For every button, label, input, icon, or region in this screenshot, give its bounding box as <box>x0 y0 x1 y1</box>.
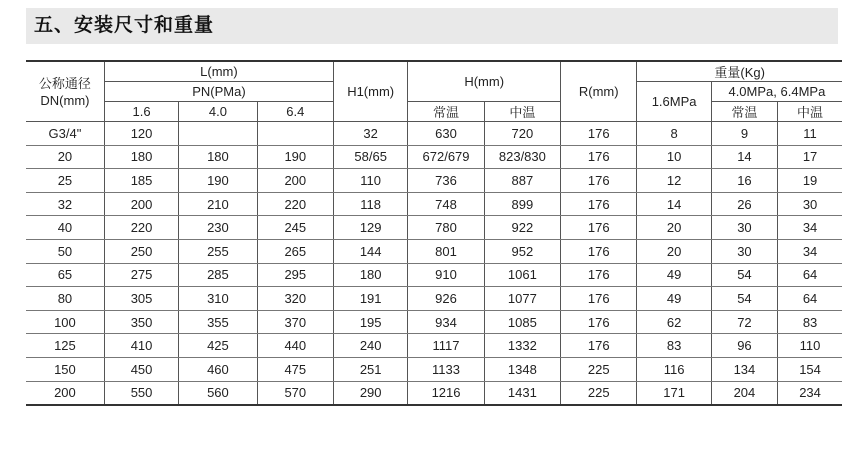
cell-r: 176 <box>561 334 637 358</box>
header-h-medium: 中温 <box>484 102 560 122</box>
cell-dn: 40 <box>26 216 104 240</box>
cell-l-16: 200 <box>104 192 178 216</box>
cell-dn: 20 <box>26 145 104 169</box>
cell-h1: 240 <box>333 334 407 358</box>
cell-h-medium: 1061 <box>484 263 560 287</box>
cell-w-normal: 26 <box>711 192 777 216</box>
cell-l-64: 295 <box>257 263 333 287</box>
cell-h-normal: 1133 <box>408 357 484 381</box>
cell-h-normal: 748 <box>408 192 484 216</box>
cell-dn: 80 <box>26 287 104 311</box>
cell-r: 176 <box>561 145 637 169</box>
header-weight-high-group: 4.0MPa, 6.4MPa <box>711 82 842 102</box>
header-pn-16: 1.6 <box>104 102 178 122</box>
header-w-normal: 常温 <box>711 102 777 122</box>
cell-w-normal: 134 <box>711 357 777 381</box>
cell-l-64: 200 <box>257 169 333 193</box>
cell-w-16: 12 <box>637 169 711 193</box>
cell-l-40: 180 <box>179 145 257 169</box>
header-pn-64: 6.4 <box>257 102 333 122</box>
cell-l-40: 355 <box>179 310 257 334</box>
cell-h1: 251 <box>333 357 407 381</box>
cell-w-16: 10 <box>637 145 711 169</box>
cell-w-16: 49 <box>637 287 711 311</box>
cell-l-64: 570 <box>257 381 333 405</box>
cell-h-medium: 1348 <box>484 357 560 381</box>
cell-l-16: 410 <box>104 334 178 358</box>
header-weight-group: 重量(Kg) <box>637 61 842 82</box>
cell-l-40: 425 <box>179 334 257 358</box>
table-row <box>26 169 842 193</box>
cell-r: 176 <box>561 263 637 287</box>
cell-r: 176 <box>561 122 637 146</box>
cell-w-16: 49 <box>637 263 711 287</box>
cell-l-64: 440 <box>257 334 333 358</box>
cell-h-normal: 1216 <box>408 381 484 405</box>
cell-l-40: 310 <box>179 287 257 311</box>
cell-w-medium: 34 <box>778 239 842 263</box>
header-dn-line2: DN(mm) <box>40 92 90 108</box>
cell-l-64 <box>257 122 333 146</box>
cell-l-16: 350 <box>104 310 178 334</box>
cell-w-16: 62 <box>637 310 711 334</box>
cell-h-normal: 736 <box>408 169 484 193</box>
cell-l-40: 460 <box>179 357 257 381</box>
cell-w-16: 116 <box>637 357 711 381</box>
table-body <box>26 122 842 406</box>
page-title: 五、安装尺寸和重量 <box>34 14 215 36</box>
cell-h-medium: 1085 <box>484 310 560 334</box>
cell-w-medium: 234 <box>778 381 842 405</box>
header-pn-40: 4.0 <box>179 102 257 122</box>
table-row <box>26 310 842 334</box>
cell-l-40: 255 <box>179 239 257 263</box>
cell-w-16: 83 <box>637 334 711 358</box>
cell-h-medium: 922 <box>484 216 560 240</box>
cell-w-normal: 54 <box>711 287 777 311</box>
cell-r: 176 <box>561 310 637 334</box>
cell-w-normal: 30 <box>711 216 777 240</box>
cell-l-40: 285 <box>179 263 257 287</box>
dimensions-weight-table <box>26 60 842 406</box>
cell-h1: 191 <box>333 287 407 311</box>
table-row <box>26 287 842 311</box>
header-pn-group: PN(PMa) <box>104 82 333 102</box>
header-h-normal: 常温 <box>408 102 484 122</box>
cell-dn: 65 <box>26 263 104 287</box>
cell-w-medium: 11 <box>778 122 842 146</box>
cell-l-16: 250 <box>104 239 178 263</box>
cell-h-medium: 952 <box>484 239 560 263</box>
cell-dn: 25 <box>26 169 104 193</box>
cell-h-normal: 1117 <box>408 334 484 358</box>
table-row <box>26 263 842 287</box>
cell-l-64: 320 <box>257 287 333 311</box>
cell-h-medium: 899 <box>484 192 560 216</box>
cell-h-normal: 630 <box>408 122 484 146</box>
cell-w-16: 20 <box>637 239 711 263</box>
cell-l-64: 245 <box>257 216 333 240</box>
cell-h1: 118 <box>333 192 407 216</box>
table-row <box>26 192 842 216</box>
cell-h-medium: 720 <box>484 122 560 146</box>
cell-l-64: 265 <box>257 239 333 263</box>
cell-l-40 <box>179 122 257 146</box>
cell-w-normal: 16 <box>711 169 777 193</box>
header-r: R(mm) <box>561 61 637 122</box>
cell-w-16: 8 <box>637 122 711 146</box>
cell-w-medium: 17 <box>778 145 842 169</box>
cell-dn: 125 <box>26 334 104 358</box>
cell-h-medium: 887 <box>484 169 560 193</box>
header-w-medium: 中温 <box>778 102 842 122</box>
cell-l-16: 180 <box>104 145 178 169</box>
cell-dn: 32 <box>26 192 104 216</box>
cell-h1: 180 <box>333 263 407 287</box>
cell-dn: 50 <box>26 239 104 263</box>
cell-l-64: 190 <box>257 145 333 169</box>
cell-w-medium: 110 <box>778 334 842 358</box>
cell-w-normal: 72 <box>711 310 777 334</box>
cell-w-16: 20 <box>637 216 711 240</box>
cell-w-medium: 64 <box>778 263 842 287</box>
cell-h-normal: 934 <box>408 310 484 334</box>
cell-l-40: 230 <box>179 216 257 240</box>
cell-h1: 58/65 <box>333 145 407 169</box>
cell-w-medium: 64 <box>778 287 842 311</box>
cell-l-64: 220 <box>257 192 333 216</box>
cell-l-40: 190 <box>179 169 257 193</box>
cell-r: 176 <box>561 192 637 216</box>
header-dn-line1: 公称通径 <box>38 75 91 91</box>
cell-r: 176 <box>561 287 637 311</box>
cell-l-16: 220 <box>104 216 178 240</box>
cell-l-40: 560 <box>179 381 257 405</box>
cell-l-64: 370 <box>257 310 333 334</box>
cell-l-16: 305 <box>104 287 178 311</box>
cell-w-16: 171 <box>637 381 711 405</box>
cell-h1: 129 <box>333 216 407 240</box>
header-weight-16: 1.6MPa <box>637 82 711 122</box>
cell-h-normal: 910 <box>408 263 484 287</box>
header-h-group: H(mm) <box>408 61 561 102</box>
cell-r: 176 <box>561 239 637 263</box>
header-l-group: L(mm) <box>104 61 333 82</box>
cell-r: 225 <box>561 381 637 405</box>
cell-l-16: 275 <box>104 263 178 287</box>
cell-l-40: 210 <box>179 192 257 216</box>
header-dn <box>26 61 104 122</box>
cell-l-16: 120 <box>104 122 178 146</box>
cell-w-medium: 19 <box>778 169 842 193</box>
cell-h-normal: 780 <box>408 216 484 240</box>
cell-dn: 100 <box>26 310 104 334</box>
table-row <box>26 239 842 263</box>
cell-w-normal: 14 <box>711 145 777 169</box>
cell-w-normal: 96 <box>711 334 777 358</box>
header-h1: H1(mm) <box>333 61 407 122</box>
cell-w-normal: 54 <box>711 263 777 287</box>
table-row <box>26 122 842 146</box>
cell-l-16: 450 <box>104 357 178 381</box>
cell-w-medium: 83 <box>778 310 842 334</box>
cell-r: 225 <box>561 357 637 381</box>
cell-w-medium: 30 <box>778 192 842 216</box>
cell-h-normal: 672/679 <box>408 145 484 169</box>
cell-w-medium: 154 <box>778 357 842 381</box>
cell-dn: G3/4" <box>26 122 104 146</box>
cell-h1: 110 <box>333 169 407 193</box>
cell-h-medium: 1332 <box>484 334 560 358</box>
cell-h1: 144 <box>333 239 407 263</box>
cell-h-medium: 1077 <box>484 287 560 311</box>
cell-l-16: 185 <box>104 169 178 193</box>
cell-dn: 200 <box>26 381 104 405</box>
table-row <box>26 145 842 169</box>
cell-h1: 290 <box>333 381 407 405</box>
cell-w-normal: 204 <box>711 381 777 405</box>
cell-w-16: 14 <box>637 192 711 216</box>
cell-h-normal: 926 <box>408 287 484 311</box>
table-row <box>26 381 842 405</box>
cell-h1: 195 <box>333 310 407 334</box>
cell-r: 176 <box>561 216 637 240</box>
cell-w-normal: 30 <box>711 239 777 263</box>
table-row <box>26 334 842 358</box>
table-row <box>26 357 842 381</box>
cell-r: 176 <box>561 169 637 193</box>
table-row <box>26 216 842 240</box>
cell-h-medium: 1431 <box>484 381 560 405</box>
cell-h1: 32 <box>333 122 407 146</box>
cell-w-normal: 9 <box>711 122 777 146</box>
cell-l-64: 475 <box>257 357 333 381</box>
cell-dn: 150 <box>26 357 104 381</box>
cell-h-normal: 801 <box>408 239 484 263</box>
cell-w-medium: 34 <box>778 216 842 240</box>
cell-h-medium: 823/830 <box>484 145 560 169</box>
cell-l-16: 550 <box>104 381 178 405</box>
